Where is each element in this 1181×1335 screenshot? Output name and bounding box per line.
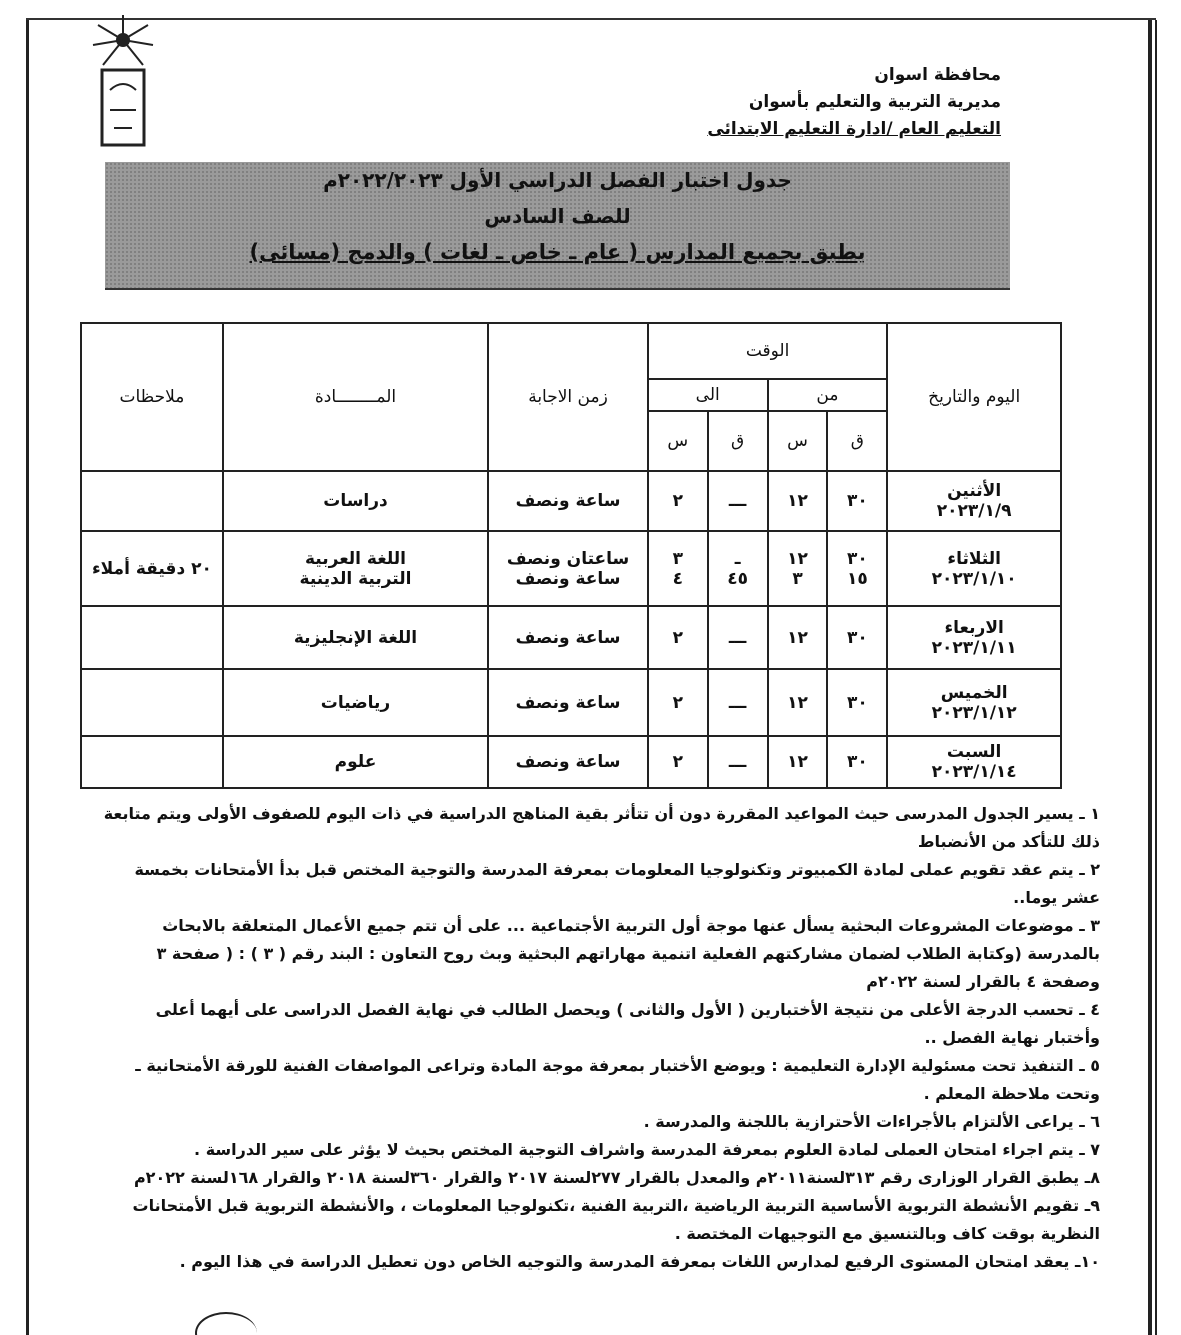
date: ٢٠٢٣/١/١١ [931, 637, 1017, 658]
table-row [81, 736, 1061, 788]
header-hour: س [768, 411, 828, 471]
to_h-cell [648, 471, 708, 531]
day: السبت [946, 742, 1002, 762]
duration-cell [488, 531, 648, 606]
governorate: محافظة اسوان [874, 65, 1001, 85]
directorate: مديرية التربية والتعليم بأسوان [748, 92, 1001, 112]
department: التعليم العام /ادارة التعليم الابتدائى [707, 119, 1001, 139]
note-item: ٥ ـ التنفيذ تحت مسئولية الإدارة التعليمية : ويوضع الأختبار بمعرفة موجة المادة وتراعى المواصفات الفنية للورقة الأمتحانية ـ وتحت ملاحظة المعلم . [135, 1056, 1100, 1103]
to_m-cell [708, 606, 768, 669]
table-row [81, 531, 1061, 606]
subject-cell [223, 531, 488, 606]
header-hour: س [648, 411, 708, 471]
duration: ساعة ونصف [515, 692, 621, 713]
header-minute: ق [827, 411, 887, 471]
note-item: ١ ـ يسير الجدول المدرسى حيث المواعيد المقررة دون أن تتأثر بقية المناهج الدراسية في ذات اليوم للصفوف الأولى ويتم متابعة ذلك للتأكد من الأنضباط [103, 804, 1100, 851]
duration: ساعة ونصف [515, 752, 621, 772]
to_h-cell [648, 606, 708, 669]
to_h: ٢ [672, 752, 683, 772]
note-item: ٩ـ تقويم الأنشطة التربوية الأساسية التربية الرياضية ،التربية الفنية ،تكنولوجيا المعلومات ، والأنشطة التربوية قبل الأمتحانات النظرية بوقت كاف وبالتنسيق مع التوجيهات المختصة . [132, 1196, 1100, 1243]
table-row [81, 669, 1061, 736]
subject-cell [223, 471, 488, 531]
to_m-cell [708, 669, 768, 736]
from_m-cell [827, 531, 887, 606]
to_m-cell [708, 471, 768, 531]
exam-schedule-table [80, 322, 1062, 789]
date: ٢٠٢٣/١/١٤ [931, 762, 1017, 782]
header-notes: ملاحظات [81, 323, 223, 471]
header-minute: ق [708, 411, 768, 471]
to_m: ـــ [728, 491, 747, 511]
header-day-date: اليوم والتاريخ [887, 323, 1061, 471]
from_h-cell [768, 736, 828, 788]
subject-cell [223, 606, 488, 669]
notes-cell [81, 736, 223, 788]
duration-cell [488, 736, 648, 788]
from_h: ١٢ [787, 491, 808, 511]
header-from: من [768, 379, 888, 411]
to_m-cell [708, 531, 768, 606]
notes-cell [81, 531, 223, 606]
note-item: ٦ ـ يراعى الألتزام بالأجراءات الأحترازية باللجنة والمدرسة . [643, 1112, 1100, 1131]
subject-cell [223, 669, 488, 736]
note-item: ٨ـ يطبق القرار الوزارى رقم ٣١٣لسنة٢٠١١م والمعدل بالقرار ٢٧٧لسنة ٢٠١٧ والقرار ٣٦٠لسنة ٢٠١٨ والقرار ١٦٨لسنة ٢٠٢٢م [133, 1168, 1100, 1187]
title-line-3: يطبق بجميع المدارس ( عام ـ خاص ـ لغات ) والدمج (مسائى) [249, 240, 866, 264]
notes-cell [81, 669, 223, 736]
note-item: ٧ ـ يتم اجراء امتحان العملى لمادة العلوم بمعرفة المدرسة واشراف التوجية المختص بحيث لا يؤثر على سير الدراسة . [194, 1140, 1100, 1159]
day: الثلاثاء [947, 548, 1001, 569]
to_m-cell [708, 736, 768, 788]
frame-border [26, 18, 1156, 20]
subject: اللغة العربية التربية الدينية [299, 548, 412, 589]
subject: دراسات [323, 491, 388, 511]
notes-cell [81, 606, 223, 669]
note-item: ٢ ـ يتم عقد تقويم عملى لمادة الكمبيوتر وتكنولوجيا المعلومات بمعرفة المدرسة والتوجية المختص قبل بدأ الأمتحانات بخمسة عشر يوما.. [134, 860, 1100, 907]
from_h-cell [768, 669, 828, 736]
header-subject: المــــــــادة [223, 323, 488, 471]
from_m-cell [827, 471, 887, 531]
subject: رياضيات [320, 692, 391, 713]
note-item: ٣ ـ موضوعات المشروعات البحثية يسأل عنها موجة أول التربية الأجتماعية ... على أن تتم جميع الأعمال المتعلقة بالابحاث بالمدرسة (وكتابة الطلاب لضمان مشاركتهم الفعلية اتنمية مهاراتهم البحثية وبث روح التعاون : البند رقم ( ٣ ) : ( صفحة ٣ وصفحة ٤ بالقرار لسنة ٢٠٢٢م [156, 916, 1100, 991]
note-item: ٤ ـ تحسب الدرجة الأعلى من نتيجة الأختبارين ( الأول والثانى ) ويحصل الطالب في نهاية الفصل الدراسى على أيهما أعلى وأختبار نهاية الفصل .. [155, 1000, 1100, 1047]
duration: ساعة ونصف [515, 491, 621, 511]
duration-cell [488, 606, 648, 669]
to_m: ـــ [728, 752, 747, 772]
to_h-cell [648, 531, 708, 606]
date: ٢٠٢٣/١/١٠ [931, 568, 1017, 589]
to_h: ٢ [672, 627, 683, 648]
to_m: ـ ٤٥ [727, 548, 749, 589]
from_h: ١٢ [787, 627, 808, 648]
day-date-cell [887, 736, 1061, 788]
from_h-cell [768, 531, 828, 606]
day-date-cell [887, 669, 1061, 736]
frame-border [1155, 20, 1157, 1335]
from_h: ١٢ ٣ [787, 548, 808, 589]
from_m-cell [827, 736, 887, 788]
day: الخميس [940, 682, 1008, 703]
from_m: ٣٠ ١٥ [846, 548, 868, 589]
day-date-cell [887, 531, 1061, 606]
notes-cell [81, 471, 223, 531]
title-line-1: جدول اختبار الفصل الدراسي الأول ٢٠٢٢/٢٠٢٣م [323, 168, 792, 192]
to_m: ـــ [728, 692, 747, 713]
header-to: الى [648, 379, 768, 411]
from_h-cell [768, 471, 828, 531]
notes-list [100, 800, 1100, 1276]
day-date-cell [887, 471, 1061, 531]
date: ٢٠٢٣/١/٩ [936, 501, 1012, 521]
notes: ٢٠ دقيقة أملاء [91, 558, 212, 579]
to_h-cell [648, 669, 708, 736]
from_m: ٣٠ [846, 491, 868, 511]
title-line-2: للصف السادس [484, 204, 631, 228]
duration: ساعتان ونصف ساعة ونصف [506, 548, 630, 589]
from_m: ٣٠ [846, 752, 868, 772]
frame-border [26, 20, 29, 1335]
from_h-cell [768, 606, 828, 669]
subject: اللغة الإنجليزية [293, 627, 418, 648]
from_m: ٣٠ [846, 627, 868, 648]
header-duration: زمن الاجابة [488, 323, 648, 471]
duration: ساعة ونصف [515, 627, 621, 648]
note-item: ١٠ـ يعقد امتحان المستوى الرفيع لمدارس اللغات بمعرفة المدرسة والتوجيه الخاص دون تعطيل الدراسة في هذا اليوم . [179, 1252, 1100, 1271]
to_h: ٢ [672, 692, 683, 713]
day: الاربعاء [944, 617, 1004, 638]
day: الأثنين [947, 481, 1002, 501]
organization-header [707, 62, 1001, 143]
header-time: الوقت [648, 323, 887, 379]
to_h: ٣ ٤ [672, 548, 683, 589]
ministry-logo-icon [88, 10, 158, 160]
to_h: ٢ [672, 491, 683, 511]
day-date-cell [887, 606, 1061, 669]
from_m-cell [827, 606, 887, 669]
from_h: ١٢ [787, 752, 808, 772]
duration-cell [488, 669, 648, 736]
date: ٢٠٢٣/١/١٢ [931, 702, 1017, 723]
to_h-cell [648, 736, 708, 788]
table-row [81, 606, 1061, 669]
title-box [105, 162, 1010, 290]
signature-mark [195, 1312, 257, 1335]
subject: علوم [334, 752, 377, 772]
frame-border [1148, 20, 1152, 1335]
table-row [81, 471, 1061, 531]
subject-cell [223, 736, 488, 788]
from_m-cell [827, 669, 887, 736]
from_h: ١٢ [787, 692, 808, 713]
from_m: ٣٠ [846, 692, 868, 713]
to_m: ـــ [728, 627, 747, 648]
duration-cell [488, 471, 648, 531]
